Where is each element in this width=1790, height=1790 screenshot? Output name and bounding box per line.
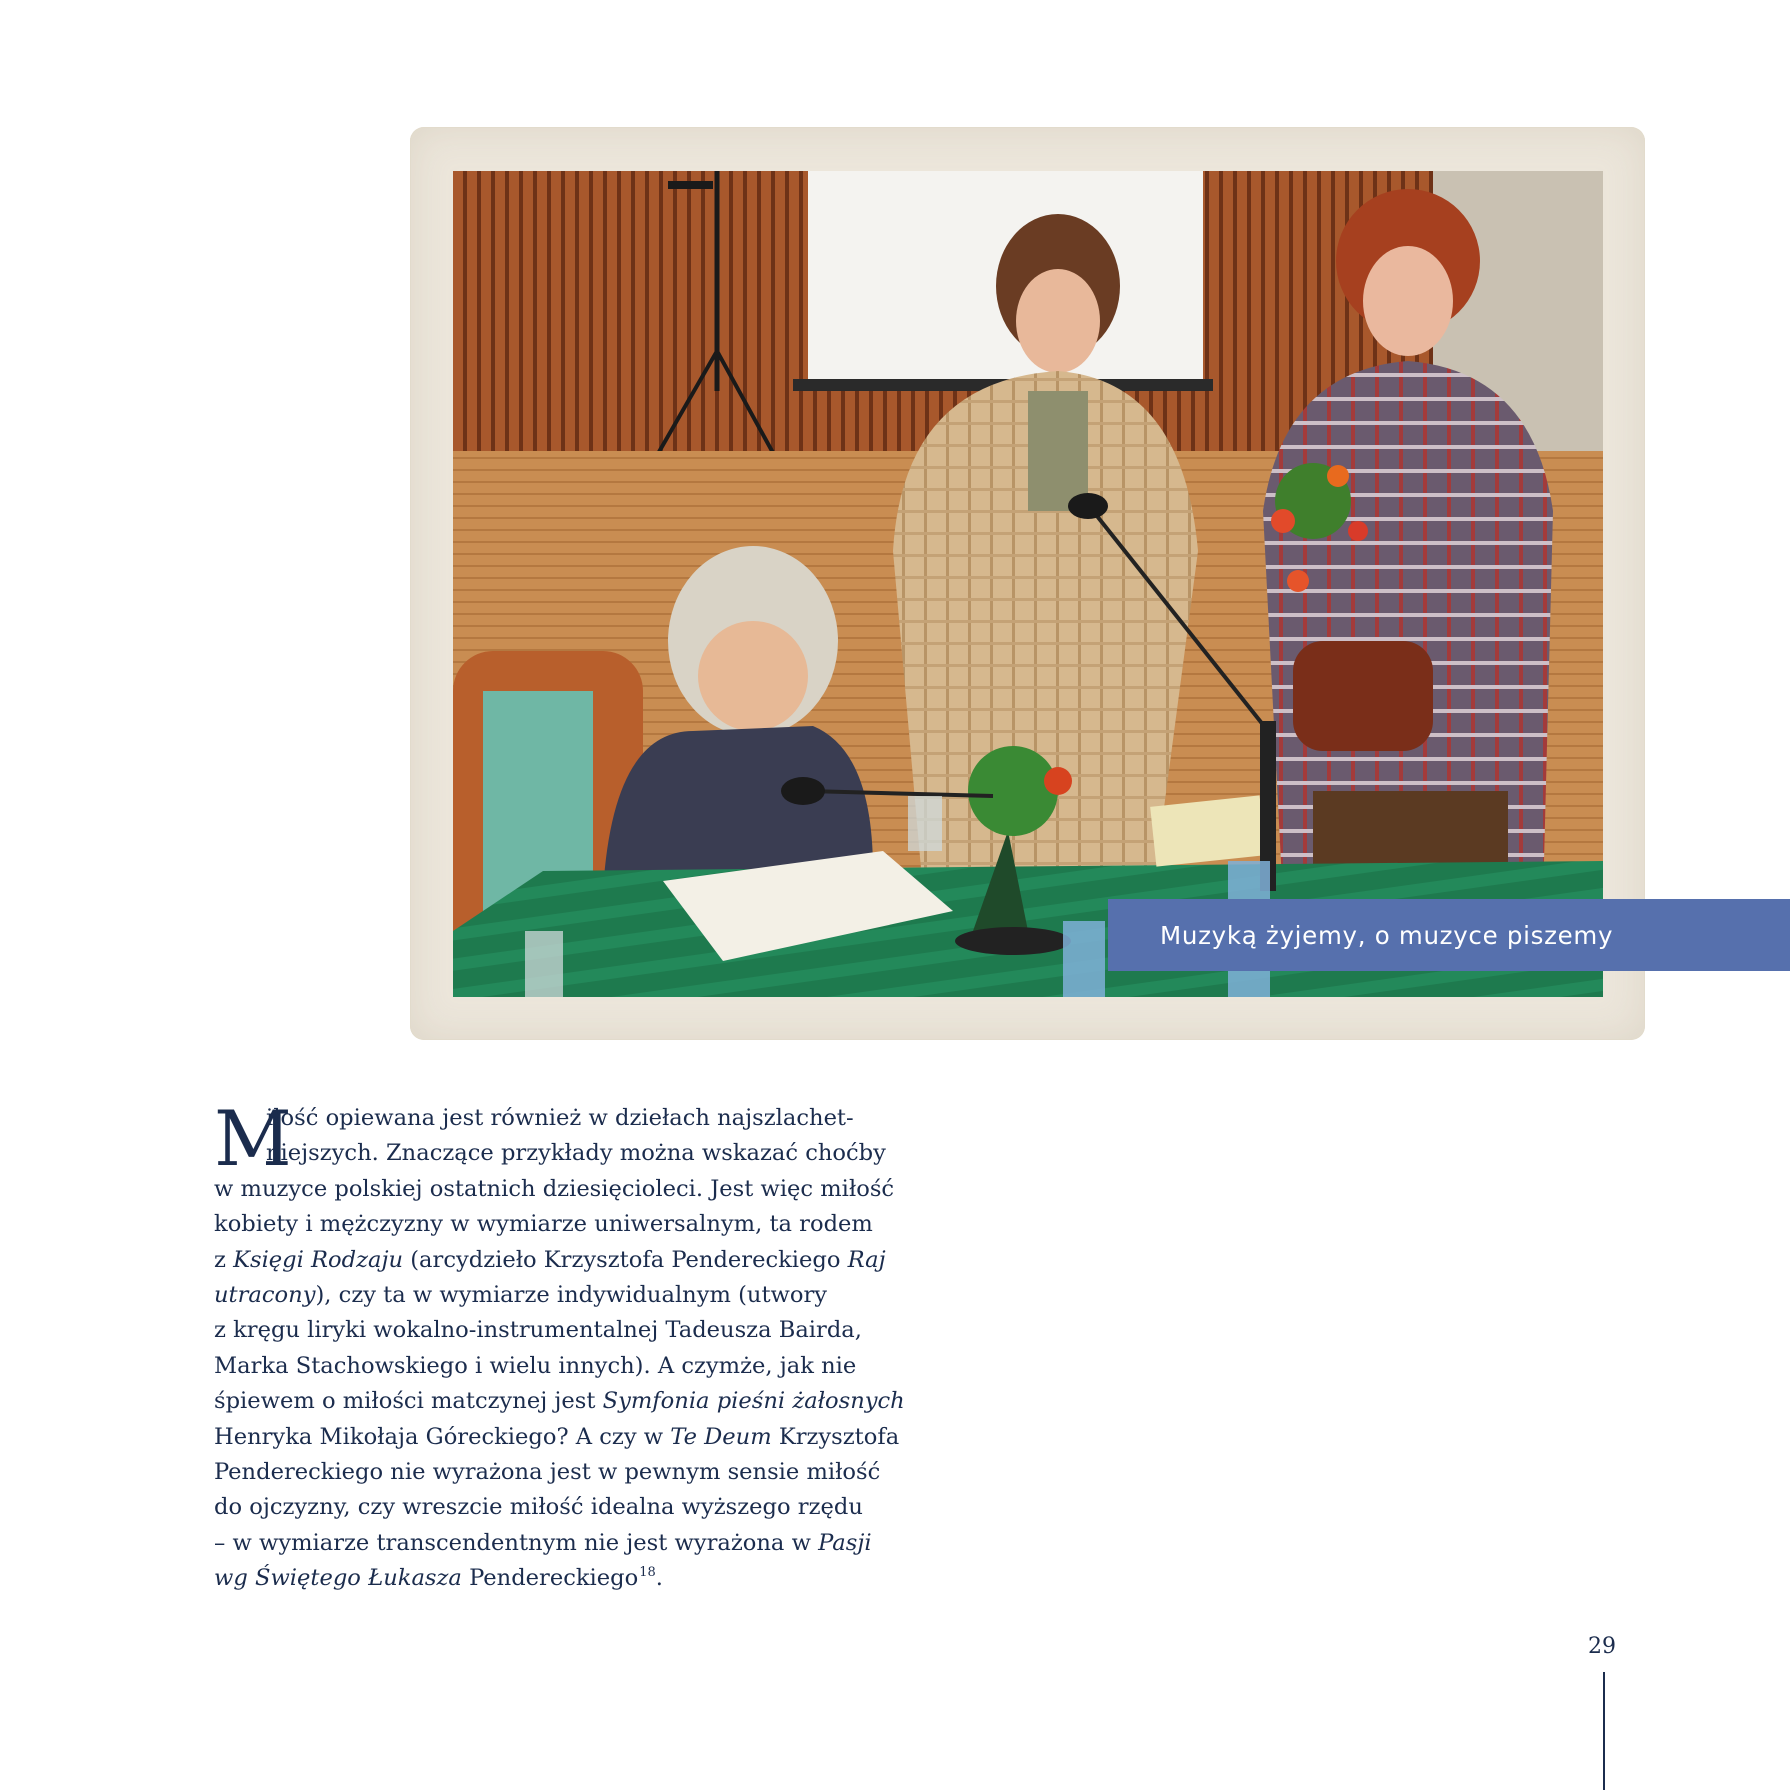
- text-run: z kręgu liryki wokalno-instrumentalnej Tadeusza Bairda,: [214, 1317, 862, 1344]
- text-run: do ojczyzny, czy wreszcie miłość idealna wyższego rzędu: [214, 1494, 863, 1521]
- article-line: [214, 1384, 904, 1419]
- event-photo: [453, 171, 1603, 997]
- article-line: [214, 1101, 904, 1136]
- text-run: – w wymiarze transcendentnym nie jest wyrażona w: [214, 1529, 819, 1556]
- italic-title: Księgi Rodzaju: [233, 1246, 404, 1273]
- text-run: (arcydzieło Krzysztofa Pendereckiego: [403, 1246, 848, 1273]
- caption-text: Muzyką żyjemy, o muzyce piszemy: [1160, 920, 1614, 950]
- footnote-marker: 18: [639, 1565, 656, 1581]
- article-line: [214, 1313, 904, 1348]
- italic-title: Te Deum: [670, 1423, 772, 1450]
- text-run: Marka Stachowskiego i wielu innych). A czymże, jak nie: [214, 1352, 857, 1379]
- text-run: niejszych. Znaczące przykłady można wskazać choćby: [266, 1140, 886, 1167]
- text-run: iłość opiewana jest również w dziełach najszlachet-: [266, 1105, 854, 1131]
- article-line: [214, 1278, 904, 1313]
- text-run: z: [214, 1246, 234, 1273]
- margin-rule: [1603, 1672, 1605, 1790]
- article-line: [214, 1490, 904, 1525]
- italic-title: Pasji: [818, 1529, 872, 1556]
- article-line: [214, 1207, 904, 1242]
- italic-title: wg Świętego Łukasza: [214, 1565, 462, 1592]
- text-run: Pendereckiego: [461, 1565, 639, 1592]
- article-line: [214, 1526, 904, 1561]
- text-run: ), czy ta w wymiarze indywidualnym (utwory: [315, 1281, 828, 1308]
- text-run: Pendereckiego nie wyrażona jest w pewnym sensie miłość: [214, 1458, 881, 1485]
- text-run: śpiewem o miłości matczynej jest: [214, 1388, 603, 1415]
- caption-banner: [1108, 899, 1790, 971]
- italic-title: Raj: [847, 1246, 886, 1273]
- article-line: [214, 1172, 904, 1207]
- italic-title: Symfonia pieśni żałosnych: [602, 1388, 905, 1415]
- article-line: [214, 1455, 904, 1490]
- text-run: kobiety i mężczyzny w wymiarze uniwersalnym, ta rodem: [214, 1211, 873, 1238]
- article-line: [214, 1243, 904, 1278]
- text-run: Henryka Mikołaja Góreckiego? A czy w: [214, 1423, 671, 1450]
- page-number: 29: [1588, 1634, 1616, 1659]
- drop-cap: M: [214, 1094, 292, 1183]
- text-run: w muzyce polskiej ostatnich dziesięcioleci. Jest więc miłość: [214, 1175, 895, 1202]
- text-run: Krzysztofa: [771, 1423, 900, 1450]
- text-run: .: [655, 1565, 663, 1592]
- article-line: [214, 1136, 904, 1171]
- article-line: [214, 1561, 904, 1596]
- italic-title: utracony: [214, 1281, 316, 1308]
- article-line: [214, 1349, 904, 1384]
- article-body: [214, 1094, 905, 1596]
- article-line: [214, 1420, 904, 1455]
